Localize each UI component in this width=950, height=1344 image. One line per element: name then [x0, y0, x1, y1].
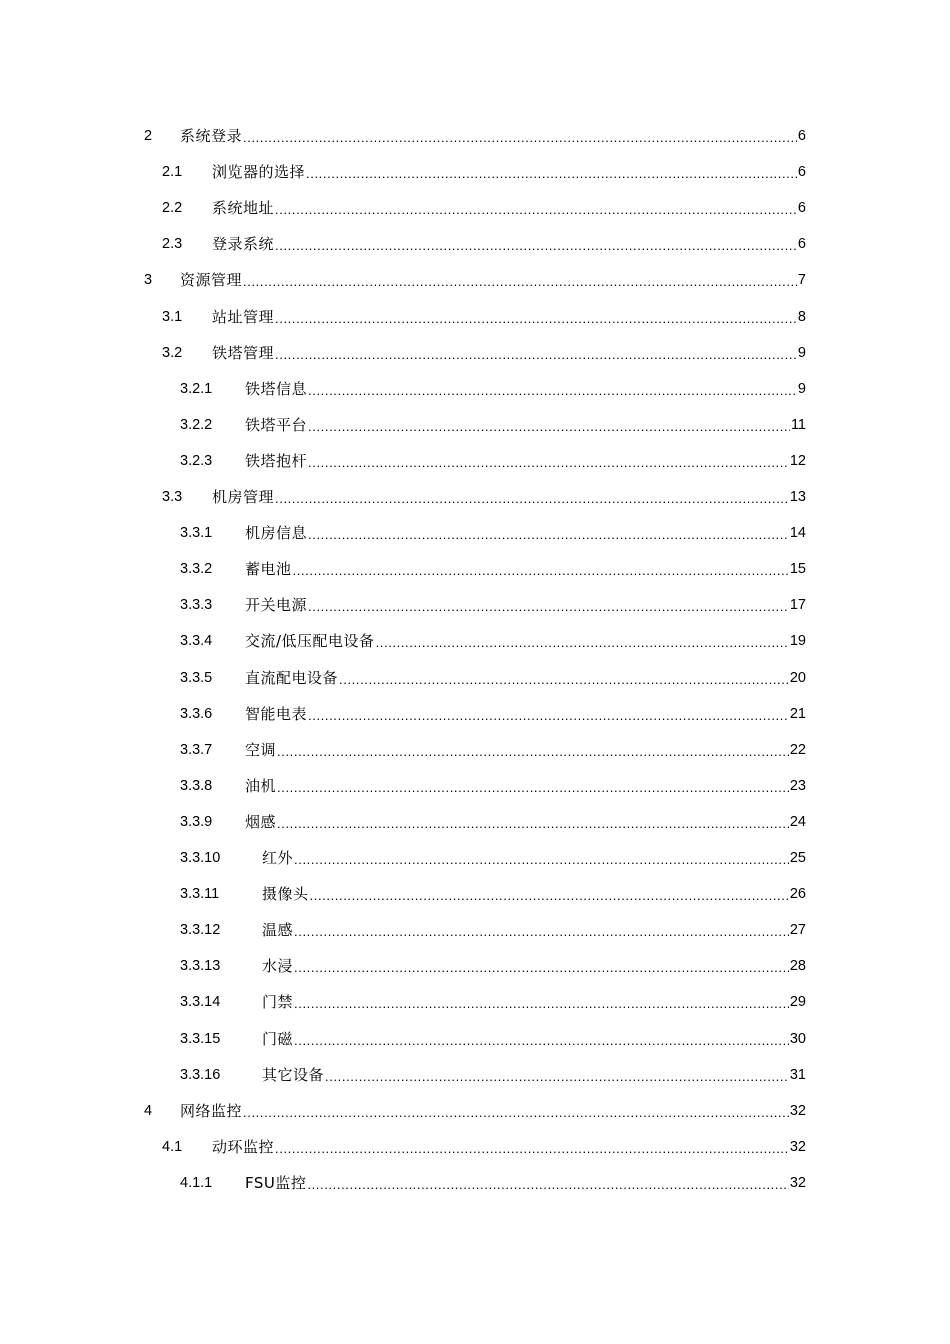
toc-entry-page-number: 23	[789, 777, 806, 794]
toc-entry-page-number: 15	[789, 561, 806, 578]
toc-entry-page-number: 25	[789, 850, 806, 866]
toc-entry-number: 3.3.6	[180, 705, 213, 722]
toc-entry-number: 3.3.9	[180, 813, 213, 830]
toc-entry-page-number: 31	[789, 1066, 806, 1083]
toc-entry-title: 动环监控	[212, 1137, 275, 1156]
toc-entry[interactable]	[0, 696, 806, 732]
toc-entry-page-number: 22	[789, 741, 806, 758]
toc-entry-title: 机房管理	[212, 488, 275, 506]
toc-dot-leader	[308, 407, 790, 443]
toc-dot-leader	[243, 262, 797, 298]
toc-entry-number: 3.3.7	[180, 741, 213, 758]
toc-entry-page-number: 6	[797, 164, 806, 181]
toc-entry-title: 网络监控	[180, 1101, 243, 1120]
toc-entry[interactable]	[0, 804, 806, 840]
toc-entry-title: 烟感	[245, 812, 277, 831]
toc-entry[interactable]	[0, 732, 806, 768]
toc-dot-leader	[277, 804, 789, 840]
toc-entry-title: 铁塔管理	[212, 343, 275, 362]
toc-entry-title: 浏览器的选择	[212, 163, 306, 182]
toc-entry[interactable]	[0, 299, 806, 335]
toc-entry[interactable]	[0, 226, 806, 262]
toc-dot-leader	[275, 1129, 789, 1165]
toc-entry-page-number: 17	[789, 597, 806, 614]
toc-dot-leader	[294, 1021, 789, 1057]
toc-entry[interactable]	[0, 118, 806, 154]
toc-entry-title: 蓄电池	[245, 560, 292, 579]
toc-entry-number: 3	[144, 272, 153, 289]
toc-dot-leader	[294, 912, 789, 948]
toc-dot-leader	[243, 118, 797, 154]
toc-entry-title: 站址管理	[212, 307, 275, 326]
toc-entry[interactable]	[0, 1057, 806, 1093]
toc-entry-page-number: 32	[789, 1138, 806, 1155]
toc-entry-page-number: 13	[789, 489, 806, 505]
toc-entry-number: 4.1	[162, 1138, 183, 1155]
toc-entry-number: 3.3.8	[180, 777, 213, 794]
toc-entry-number: 3.1	[162, 308, 183, 325]
toc-entry[interactable]	[0, 551, 806, 587]
toc-entry[interactable]	[0, 1093, 806, 1129]
toc-dot-leader	[277, 732, 789, 768]
toc-dot-leader	[308, 587, 789, 623]
toc-entry-title: 资源管理	[180, 271, 243, 290]
toc-entry-page-number: 24	[789, 813, 806, 830]
toc-dot-leader	[376, 623, 789, 659]
toc-entry-number: 3.3.10	[180, 850, 221, 866]
toc-entry-page-number: 12	[789, 452, 806, 469]
toc-entry-number: 3.3.2	[180, 561, 213, 578]
toc-dot-leader	[339, 660, 789, 696]
toc-entry-title: 摄像头	[262, 885, 309, 904]
toc-dot-leader	[294, 840, 789, 876]
toc-entry-page-number: 21	[789, 705, 806, 722]
toc-entry-number: 3.3.14	[180, 994, 221, 1011]
toc-entry[interactable]	[0, 515, 806, 551]
toc-entry-number: 3.3.3	[180, 597, 213, 614]
toc-dot-leader	[306, 154, 797, 190]
toc-entry-number: 3.2.3	[180, 452, 213, 469]
toc-entry-title: 门禁	[262, 993, 294, 1012]
toc-entry-page-number: 32	[789, 1174, 806, 1191]
toc-dot-leader	[294, 984, 789, 1020]
toc-dot-leader	[275, 479, 789, 515]
toc-dot-leader	[325, 1057, 789, 1093]
toc-entry-page-number: 19	[789, 633, 806, 650]
toc-entry-number: 3.3.5	[180, 669, 213, 686]
toc-entry-page-number: 9	[797, 380, 806, 397]
toc-entry-page-number: 6	[797, 200, 806, 217]
toc-entry-page-number: 6	[797, 128, 806, 144]
toc-entry[interactable]	[0, 1021, 806, 1057]
toc-entry[interactable]	[0, 262, 806, 298]
toc-entry-number: 2.1	[162, 164, 183, 181]
toc-entry-title: 门磁	[262, 1029, 294, 1048]
toc-entry[interactable]	[0, 371, 806, 407]
toc-entry-title: FSU监控	[245, 1173, 307, 1192]
toc-entry-number: 3.2.2	[180, 416, 213, 433]
toc-entry[interactable]	[0, 154, 806, 190]
toc-entry-number: 2.2	[162, 200, 183, 217]
toc-entry-title: 其它设备	[262, 1065, 325, 1084]
toc-dot-leader	[275, 335, 797, 371]
toc-entry-number: 2	[144, 128, 153, 144]
toc-dot-leader	[275, 299, 797, 335]
toc-entry[interactable]	[0, 948, 806, 984]
toc-entry-title: 铁塔信息	[245, 379, 308, 398]
toc-entry-number: 3.3.16	[180, 1066, 221, 1083]
toc-entry-number: 3.3.13	[180, 958, 221, 975]
toc-entry-page-number: 32	[789, 1102, 806, 1119]
toc-entry-title: 系统地址	[212, 199, 275, 218]
toc-entry[interactable]	[0, 407, 806, 443]
toc-entry-page-number: 11	[790, 416, 806, 433]
toc-entry[interactable]	[0, 1165, 806, 1201]
toc-dot-leader	[294, 948, 789, 984]
toc-entry-number: 3.3.15	[180, 1030, 221, 1047]
toc-entry[interactable]	[0, 443, 806, 479]
toc-entry-title: 红外	[262, 849, 294, 867]
toc-dot-leader	[308, 371, 797, 407]
toc-entry-page-number: 27	[789, 922, 806, 939]
toc-entry-page-number: 7	[797, 272, 806, 289]
toc-entry-page-number: 26	[789, 886, 806, 903]
toc-entry-number: 3.3.12	[180, 922, 221, 939]
toc-dot-leader	[310, 876, 789, 912]
toc-entry[interactable]	[0, 190, 806, 226]
toc-entry-title: 空调	[245, 740, 277, 759]
toc-dot-leader	[308, 696, 789, 732]
toc-entry[interactable]	[0, 912, 806, 948]
toc-entry[interactable]	[0, 1129, 806, 1165]
toc-entry-number: 3.3.11	[180, 886, 220, 903]
toc-entry-title: 油机	[245, 776, 277, 795]
toc-dot-leader	[293, 551, 789, 587]
toc-entry-number: 3.3.1	[180, 525, 213, 542]
toc-entry[interactable]	[0, 623, 806, 659]
toc-entry-number: 2.3	[162, 236, 183, 253]
toc-entry-page-number: 28	[789, 958, 806, 975]
toc-dot-leader	[275, 190, 797, 226]
toc-dot-leader	[308, 515, 789, 551]
toc-entry-page-number: 29	[789, 994, 806, 1011]
toc-dot-leader	[275, 226, 797, 262]
toc-dot-leader	[243, 1093, 789, 1129]
toc-entry-title: 铁塔平台	[245, 415, 308, 434]
toc-entry-title: 水浸	[262, 957, 294, 976]
toc-entry-number: 3.3.4	[180, 633, 213, 650]
toc-entry-title: 直流配电设备	[245, 668, 339, 687]
toc-entry[interactable]	[0, 768, 806, 804]
toc-entry-page-number: 9	[797, 344, 806, 361]
toc-entry-page-number: 20	[789, 669, 806, 686]
toc-entry-title: 系统登录	[180, 127, 243, 145]
toc-entry[interactable]	[0, 479, 806, 515]
toc-dot-leader	[308, 443, 789, 479]
toc-entry[interactable]	[0, 876, 806, 912]
toc-entry[interactable]	[0, 660, 806, 696]
toc-entry-title: 铁塔抱杆	[245, 451, 308, 470]
toc-entry-page-number: 14	[789, 525, 806, 542]
toc-entry-number: 3.3	[162, 489, 183, 505]
toc-entry-title: 温感	[262, 921, 294, 940]
toc-entry-page-number: 6	[797, 236, 806, 253]
toc-entry-number: 4	[144, 1102, 153, 1119]
toc-entry-title: 交流/低压配电设备	[245, 632, 375, 651]
toc-dot-leader	[307, 1165, 788, 1201]
toc-entry-number: 3.2	[162, 344, 183, 361]
toc-entry[interactable]	[0, 984, 806, 1020]
toc-entry-page-number: 8	[797, 308, 806, 325]
toc-entry-number: 3.2.1	[180, 380, 213, 397]
toc-entry-title: 智能电表	[245, 704, 308, 723]
toc-entry-page-number: 30	[789, 1030, 806, 1047]
toc-entry[interactable]	[0, 587, 806, 623]
toc-entry[interactable]	[0, 840, 806, 876]
toc-entry-title: 开关电源	[245, 596, 308, 615]
toc-dot-leader	[277, 768, 789, 804]
toc-entry[interactable]	[0, 335, 806, 371]
toc-entry-title: 机房信息	[245, 524, 308, 543]
toc-entry-number: 4.1.1	[180, 1174, 213, 1191]
toc-entry-title: 登录系统	[212, 235, 275, 254]
